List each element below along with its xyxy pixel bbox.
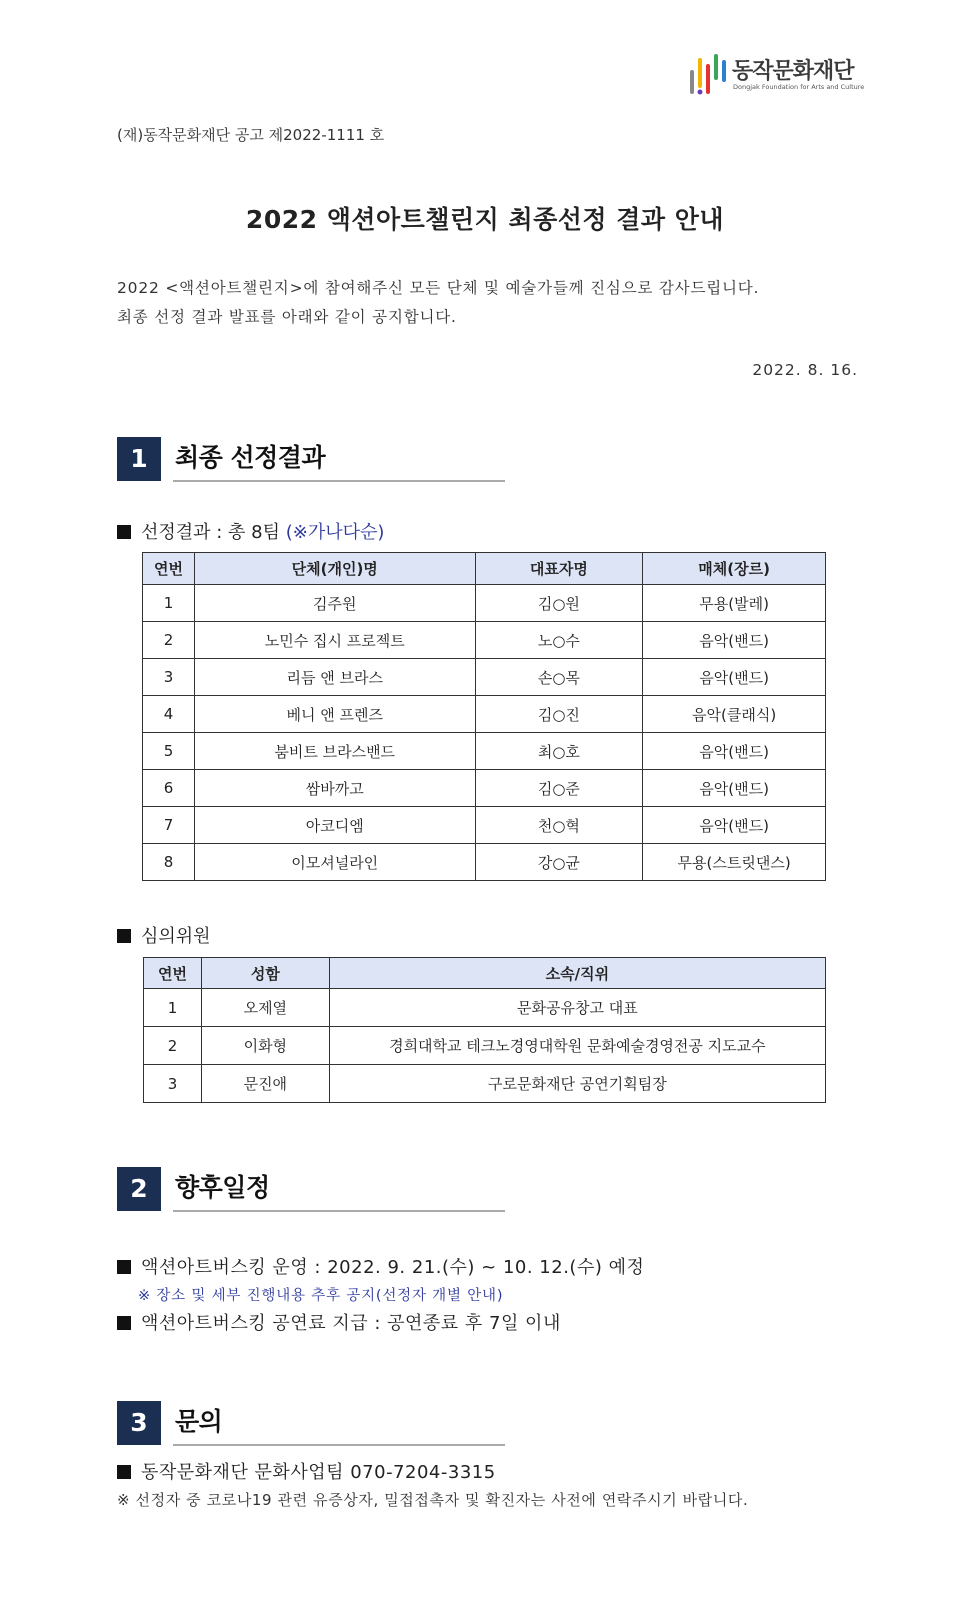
- section-1-header: [117, 437, 505, 481]
- cell-name: 이화형: [201, 1027, 329, 1065]
- cell-genre: 무용(스트릿댄스): [643, 844, 826, 881]
- cell-no: 8: [143, 844, 195, 881]
- cell-genre: 음악(밴드): [643, 770, 826, 807]
- table-row: [144, 1027, 826, 1065]
- cell-genre: 음악(밴드): [643, 733, 826, 770]
- table-row: [143, 807, 826, 844]
- cell-team: 붐비트 브라스밴드: [194, 733, 475, 770]
- cell-no: 2: [143, 622, 195, 659]
- square-bullet-icon: [117, 929, 131, 943]
- cell-name: 오제열: [201, 989, 329, 1027]
- foundation-logo: [688, 48, 865, 98]
- cell-rep: 최○호: [475, 733, 643, 770]
- cell-rep: 천○혁: [475, 807, 643, 844]
- section-underline: [173, 1210, 505, 1212]
- cell-rep: 강○균: [475, 844, 643, 881]
- results-table: [142, 552, 826, 881]
- cell-genre: 음악(밴드): [643, 659, 826, 696]
- table-header-row: [144, 958, 826, 989]
- results-heading-text: 선정결과 : 총 8팀: [141, 522, 281, 543]
- table-row: [144, 989, 826, 1027]
- cell-no: 1: [143, 585, 195, 622]
- col-header: 매체(장르): [643, 553, 826, 585]
- square-bullet-icon: [117, 1260, 131, 1274]
- cell-affiliation: 경희대학교 테크노경영대학원 문화예술경영전공 지도교수: [329, 1027, 825, 1065]
- committee-heading: [117, 922, 211, 948]
- table-row: [143, 622, 826, 659]
- col-header: 소속/직위: [329, 958, 825, 989]
- section-title: 향후일정: [175, 1173, 270, 1202]
- cell-genre: 음악(클래식): [643, 696, 826, 733]
- cell-genre: 음악(밴드): [643, 807, 826, 844]
- schedule-item-1-text: 액션아트버스킹 운영 : 2022. 9. 21.(수) ~ 10. 12.(수) 예정: [141, 1257, 645, 1278]
- cell-team: 리듬 앤 브라스: [194, 659, 475, 696]
- section-title: 최종 선정결과: [175, 443, 326, 472]
- schedule-item-2-text: 액션아트버스킹 공연료 지급 : 공연종료 후 7일 이내: [141, 1313, 561, 1334]
- col-header: 단체(개인)명: [194, 553, 475, 585]
- cell-rep: 김○준: [475, 770, 643, 807]
- cell-no: 6: [143, 770, 195, 807]
- schedule-item-1: [117, 1253, 644, 1279]
- contact-info: [117, 1458, 496, 1484]
- cell-genre: 음악(밴드): [643, 622, 826, 659]
- cell-rep: 김○원: [475, 585, 643, 622]
- page-title: 2022 액션아트챌린지 최종선정 결과 안내: [245, 205, 725, 234]
- contact-text: 동작문화재단 문화사업팀 070-7204-3315: [141, 1462, 496, 1483]
- cell-team: 아코디엠: [194, 807, 475, 844]
- cell-no: 3: [144, 1065, 202, 1103]
- table-row: [143, 659, 826, 696]
- section-number: 1: [117, 437, 161, 481]
- schedule-note: ※ 장소 및 세부 진행내용 추후 공지(선정자 개별 안내): [138, 1288, 504, 1304]
- cell-no: 7: [143, 807, 195, 844]
- cell-team: 베니 앤 프렌즈: [194, 696, 475, 733]
- results-heading: [117, 518, 384, 544]
- logo-name: 동작문화재단: [732, 59, 854, 84]
- cell-no: 2: [144, 1027, 202, 1065]
- cell-rep: 노○수: [475, 622, 643, 659]
- section-3-header: [117, 1401, 505, 1445]
- square-bullet-icon: [117, 1465, 131, 1479]
- cell-team: 이모셔널라인: [194, 844, 475, 881]
- section-number: 2: [117, 1167, 161, 1211]
- table-row: [144, 1065, 826, 1103]
- cell-genre: 무용(발레): [643, 585, 826, 622]
- cell-rep: 김○진: [475, 696, 643, 733]
- col-header: 성함: [201, 958, 329, 989]
- notice-number: (재)동작문화재단 공고 제2022-1111 호: [117, 126, 385, 144]
- intro-line-2: 최종 선정 결과 발표를 아래와 같이 공지합니다.: [117, 308, 457, 326]
- intro-line-1: 2022 <액션아트챌린지>에 참여해주신 모든 단체 및 예술가들께 진심으로 감사드립니다.: [117, 279, 760, 297]
- table-header-row: [143, 553, 826, 585]
- cell-team: 쌈바까고: [194, 770, 475, 807]
- section-number: 3: [117, 1401, 161, 1445]
- section-title: 문의: [175, 1407, 223, 1436]
- cell-team: 김주원: [194, 585, 475, 622]
- cell-name: 문진애: [201, 1065, 329, 1103]
- cell-rep: 손○목: [475, 659, 643, 696]
- square-bullet-icon: [117, 1316, 131, 1330]
- table-row: [143, 844, 826, 881]
- col-header: 연번: [143, 553, 195, 585]
- section-underline: [173, 1444, 505, 1446]
- logo-subtitle: Dongjak Foundation for Arts and Culture: [733, 83, 865, 91]
- schedule-item-2: [117, 1309, 561, 1335]
- committee-heading-text: 심의위원: [141, 926, 211, 947]
- covid-note: ※ 선정자 중 코로나19 관련 유증상자, 밀접접촉자 및 확진자는 사전에 연락주시기 바랍니다.: [117, 1491, 749, 1509]
- section-2-header: [117, 1167, 505, 1211]
- logo-bars-icon: [688, 52, 730, 96]
- col-header: 대표자명: [475, 553, 643, 585]
- cell-affiliation: 문화공유창고 대표: [329, 989, 825, 1027]
- cell-team: 노민수 집시 프로젝트: [194, 622, 475, 659]
- notice-date: 2022. 8. 16.: [752, 361, 858, 379]
- table-row: [143, 585, 826, 622]
- cell-no: 5: [143, 733, 195, 770]
- col-header: 연번: [144, 958, 202, 989]
- table-row: [143, 696, 826, 733]
- table-row: [143, 733, 826, 770]
- cell-no: 4: [143, 696, 195, 733]
- committee-table: [143, 957, 826, 1103]
- table-row: [143, 770, 826, 807]
- section-underline: [173, 480, 505, 482]
- square-bullet-icon: [117, 525, 131, 539]
- cell-no: 1: [144, 989, 202, 1027]
- intro-text: [117, 274, 759, 332]
- cell-affiliation: 구로문화재단 공연기획팀장: [329, 1065, 825, 1103]
- cell-no: 3: [143, 659, 195, 696]
- results-heading-note: (※가나다순): [285, 522, 385, 543]
